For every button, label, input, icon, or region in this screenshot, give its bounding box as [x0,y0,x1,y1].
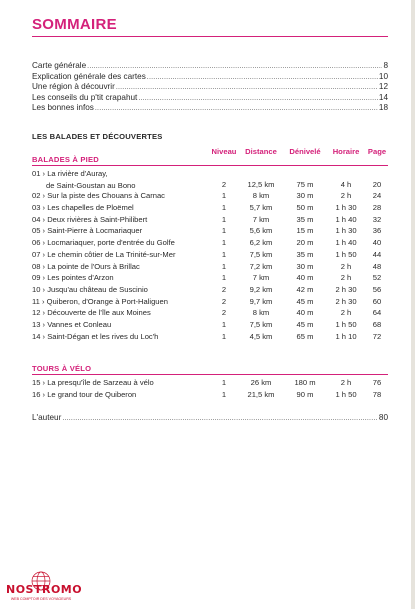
walk-horaire: 1 h 40 [335,238,357,248]
walk-horaire: 2 h [340,273,352,283]
walk-denivele: 42 m [296,284,314,294]
toc-general [32,61,388,114]
walk-horaire: 1 h 10 [335,331,357,341]
walk-denivele: 15 m [296,226,314,236]
toc-leader [116,83,378,94]
walk-distance: 6,2 km [249,238,273,248]
walk-niveau: 1 [221,249,227,259]
walk-distance: 8 km [252,308,270,318]
walk-horaire: 1 h 40 [335,214,357,224]
list-item[interactable] [32,331,388,343]
walk-distance: 5,7 km [249,203,273,213]
bike-niveau: 1 [221,378,227,387]
walk-niveau: 1 [221,261,227,271]
walk-name: 10 › Jusqu'au château de Suscinio [32,284,148,294]
walk-page: 56 [372,284,382,294]
bike-horaire: 1 h 50 [335,389,357,399]
walk-page: 60 [372,296,382,306]
walk-horaire: 2 h [340,261,352,271]
toc-page: 14 [378,92,388,102]
walk-name: 11 › Quiberon, d'Orange à Port-Haliguen [32,296,168,306]
toc-label: L'auteur [32,413,62,422]
subsection-bike-rule [32,374,388,375]
list-item[interactable] [32,202,388,214]
toc-page: 8 [383,61,388,70]
walk-name: 13 › Vannes et Conleau [32,319,112,329]
list-item[interactable] [32,284,388,296]
walk-denivele: 40 m [296,273,314,283]
walk-denivele: 45 m [296,296,314,306]
walk-niveau: 1 [221,273,227,283]
walk-page: 40 [372,238,382,248]
walk-name: 04 › Deux rivières à Saint-Philibert [32,214,148,224]
toc-label: Une région à découvrir [32,82,115,92]
walk-denivele: 65 m [296,331,314,341]
toc-row[interactable] [32,103,388,114]
list-item[interactable] [32,214,388,226]
bike-denivele: 180 m [294,378,316,387]
walk-horaire: 4 h [340,179,352,189]
list-item[interactable] [32,237,388,249]
list-item[interactable] [32,319,388,331]
toc-page: 18 [378,103,388,113]
walk-denivele: 45 m [296,319,314,329]
col-header-horaire: Horaire [332,147,360,156]
toc-label: Les conseils du p'tit crapahut [32,92,138,102]
walk-distance: 7 km [252,273,270,283]
page-title: SOMMAIRE [32,16,117,33]
toc-page: 12 [378,82,388,92]
walk-denivele: 35 m [296,214,314,224]
walk-name: 07 › Le chemin côtier de La Trinité-sur-Mer [32,249,176,259]
walk-page: 28 [372,203,382,213]
subsection-bike-title: TOURS À VÉLO [32,364,92,373]
bike-page: 78 [372,389,382,399]
walk-name: 14 › Saint-Dégan et les rives du Loc'h [32,331,159,341]
walk-niveau: 1 [221,214,227,224]
walk-name: 12 › Découverte de l'île aux Moines [32,308,151,318]
walk-distance: 5,6 km [249,226,273,236]
walk-page: 24 [372,191,382,201]
walk-name: 03 › Les chapelles de Ploëmel [32,203,134,213]
walk-horaire: 1 h 30 [335,226,357,236]
walk-page: 68 [372,319,382,329]
bike-horaire: 2 h [340,378,352,387]
walk-distance: 9,2 km [249,284,273,294]
walk-horaire: 2 h 30 [335,296,357,306]
list-item[interactable] [32,249,388,261]
walk-niveau: 2 [221,179,227,189]
bike-niveau: 1 [221,389,227,399]
walk-name: 05 › Saint-Pierre à Locmariaquer [32,226,143,236]
bike-distance: 21,5 km [247,389,275,399]
walk-niveau: 1 [221,203,227,213]
walk-distance: 7,5 km [249,319,273,329]
walk-horaire: 2 h [340,308,352,318]
list-item[interactable] [32,261,388,273]
toc-row[interactable] [32,61,388,72]
walk-page: 32 [372,214,382,224]
walk-denivele: 50 m [296,203,314,213]
walk-name: 08 › La pointe de l'Ours à Brillac [32,261,140,271]
walk-niveau: 1 [221,226,227,236]
walk-page: 72 [372,331,382,341]
list-item[interactable] [32,225,388,237]
walk-name [32,168,136,191]
walk-horaire: 1 h 50 [335,319,357,329]
bikes-list [32,377,388,400]
toc-page: 80 [378,413,388,422]
walk-distance: 12,5 km [247,179,275,189]
list-item[interactable] [32,389,388,401]
toc-author [32,413,388,424]
list-item[interactable] [32,296,388,308]
list-item[interactable] [32,168,388,190]
list-item[interactable] [32,377,388,389]
walk-page: 64 [372,308,382,318]
walk-name-line2: de Saint-Goustan au Bono [46,180,136,190]
walk-niveau: 1 [221,191,227,201]
nostromo-logo [6,570,83,604]
walk-distance: 8 km [252,191,270,201]
list-item[interactable] [32,272,388,284]
walk-name: 06 › Locmariaquer, porte d'entrée du Golfe [32,238,175,248]
walk-page: 20 [372,179,382,189]
walk-denivele: 35 m [296,249,314,259]
toc-row[interactable] [32,82,388,93]
section-title: LES BALADES ET DÉCOUVERTES [32,132,163,141]
walk-denivele: 20 m [296,238,314,248]
walk-name: 02 › Sur la piste des Chouans à Carnac [32,191,165,201]
bike-denivele: 90 m [296,389,314,399]
walk-horaire: 1 h 30 [335,203,357,213]
toc-row[interactable] [32,72,388,83]
walk-name: 09 › Les pointes d'Arzon [32,273,114,283]
col-header-denivele: Dénivelé [289,147,321,156]
toc-page: 10 [378,71,388,81]
walk-denivele: 30 m [296,191,314,201]
walk-distance: 4,5 km [249,331,273,341]
col-header-niveau: Niveau [211,147,237,156]
toc-row[interactable] [32,93,388,104]
walk-page: 48 [372,261,382,271]
walk-niveau: 2 [221,308,227,318]
toc-leader [62,414,378,425]
toc-leader [147,73,378,84]
walks-list [32,168,388,342]
toc-label: Les bonnes infos [32,103,94,113]
walk-niveau: 1 [221,238,227,248]
walk-niveau: 2 [221,296,227,306]
logo-name: NOSTROMO [6,583,83,596]
list-item[interactable] [32,307,388,319]
walk-niveau: 1 [221,331,227,341]
toc-leader [95,104,378,115]
walk-page: 52 [372,273,382,283]
toc-label: Explication générale des cartes [32,71,146,81]
walk-name-line1: 01 › La rivière d'Auray, [32,169,108,178]
walk-denivele: 40 m [296,308,314,318]
walk-distance: 7 km [252,214,270,224]
logo-tagline: WEB COMPTOIR DES VOYAGEURS [10,597,72,601]
bike-name: 15 › La presqu'île de Sarzeau à vélo [32,378,154,387]
walk-denivele: 30 m [296,261,314,271]
subsection-foot-rule [32,165,388,166]
walk-horaire: 2 h 30 [335,284,357,294]
walk-niveau: 1 [221,319,227,329]
col-header-page: Page [367,147,387,156]
toc-row[interactable] [32,413,388,424]
walk-horaire: 1 h 50 [335,249,357,259]
col-header-distance: Distance [245,147,277,156]
bike-distance: 26 km [250,378,272,387]
walk-niveau: 2 [221,284,227,294]
toc-leader [138,94,378,105]
walk-distance: 9,7 km [249,296,273,306]
bike-name: 16 › Le grand tour de Quiberon [32,389,137,399]
subsection-foot-title: BALADES À PIED [32,155,99,164]
walk-horaire: 2 h [340,191,352,201]
list-item[interactable] [32,190,388,202]
walk-denivele: 75 m [296,179,314,189]
bike-page: 76 [372,378,382,387]
toc-label: Carte générale [32,61,87,70]
walk-distance: 7,2 km [249,261,273,271]
walk-page: 36 [372,226,382,236]
walk-distance: 7,5 km [249,249,273,259]
page-spine-shadow [411,0,415,609]
walk-page: 44 [372,249,382,259]
title-rule [32,36,388,37]
